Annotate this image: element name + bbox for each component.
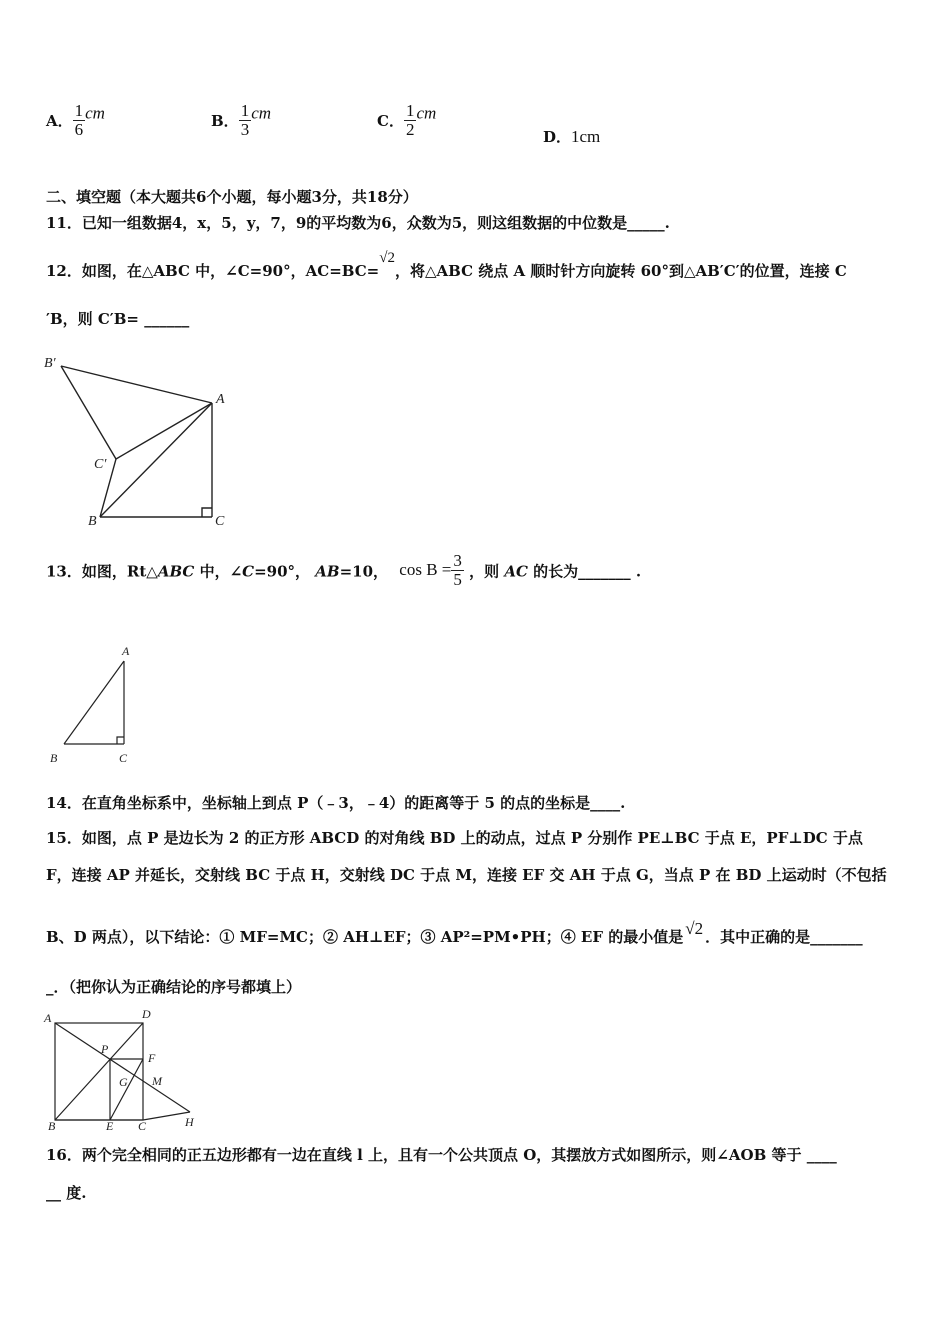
- label-d: D: [142, 1007, 151, 1021]
- fraction: $\frac{3}{5}$: [453, 551, 462, 589]
- option-d: D．1cm: [543, 127, 601, 146]
- question-16-line2: __ 度.: [46, 1184, 87, 1202]
- option-c: C． $\frac{1}{2}$ cm: [377, 101, 437, 139]
- label-c-prime: C′: [94, 457, 107, 472]
- question-16-line1: 16．两个完全相同的正五边形都有一边在直线 l 上，且有一个公共顶点 O，其摆放方式如图所示，则∠AOB 等于 ____: [46, 1146, 837, 1164]
- label-f: F: [148, 1051, 156, 1065]
- label-e: E: [106, 1119, 114, 1133]
- question-12-line1: 12．如图，在△ABC 中，∠C=90°，AC=BC=√2，将△ABC 绕点 A 顺时针方向旋转 60°到△AB′C′的位置，连接 C: [46, 250, 847, 280]
- label-a: A: [122, 644, 130, 658]
- question-15-line2: F，连接 AP 并延长，交射线 BC 于点 H，交射线 DC 于点 M，连接 EF 交 AH 于点 G，当点 P 在 BD 上运动时（不包括: [46, 866, 887, 884]
- figure-q13-right-triangle: [44, 640, 154, 772]
- question-15-line3: B、D 两点），以下结论：① MF=MC；② AH⊥EF；③ AP²=PM•PH；④ EF 的最小值是 √2 ．其中正确的是_______: [46, 919, 863, 946]
- fraction: $\frac{1}{2}$: [405, 101, 415, 139]
- label-b: B: [48, 1119, 56, 1133]
- label-g: G: [119, 1075, 128, 1089]
- label-c: C: [119, 751, 128, 765]
- cos-b-formula: cos B =: [399, 560, 452, 580]
- label-c: C: [215, 514, 225, 529]
- label-a: A: [216, 392, 225, 407]
- label-b-prime: B′: [44, 356, 56, 371]
- label-m: M: [152, 1074, 162, 1088]
- figure-q15-square: [40, 1006, 210, 1134]
- sqrt-two: √2: [379, 250, 395, 266]
- label-c: C: [138, 1119, 147, 1133]
- question-15-line1: 15．如图，点 P 是边长为 2 的正方形 ABCD 的对角线 BD 上的动点，过点 P 分别作 PE⊥BC 于点 E，PF⊥DC 于点: [46, 829, 863, 847]
- label-b: B: [50, 751, 58, 765]
- fraction: $\frac{1}{3}$: [240, 101, 250, 139]
- option-b: B． $\frac{1}{3}$ cm: [211, 101, 272, 139]
- label-p: P: [101, 1042, 109, 1056]
- label-a: A: [44, 1011, 52, 1025]
- question-14: 14．在直角坐标系中，坐标轴上到点 P（﹣3，﹣4）的距离等于 5 的点的坐标是____.: [46, 794, 626, 812]
- label-h: H: [185, 1115, 194, 1129]
- option-a: A． $\frac{1}{6}$ cm: [46, 101, 105, 139]
- sqrt-two: √2: [685, 919, 704, 938]
- question-11: 11．已知一组数据4，x，5，y，7，9的平均数为6，众数为5，则这组数据的中位数是_____.: [46, 214, 670, 232]
- question-13: 13．如图，Rt△ABC 中，∠C=90°， AB=10， cos B = $\frac{3}{5}$ ，则 AC 的长为_______ .: [46, 551, 642, 589]
- figure-q12-rotated-triangle: [40, 350, 240, 535]
- fraction: $\frac{1}{6}$: [74, 101, 84, 139]
- section-title: 二、填空题（本大题共6个小题，每小题3分，共18分）: [46, 188, 418, 206]
- question-15-line4: _．（把你认为正确结论的序号都填上）: [46, 978, 302, 996]
- label-b: B: [88, 514, 97, 529]
- question-12-line2: ′B，则 C′B= ______: [46, 310, 190, 328]
